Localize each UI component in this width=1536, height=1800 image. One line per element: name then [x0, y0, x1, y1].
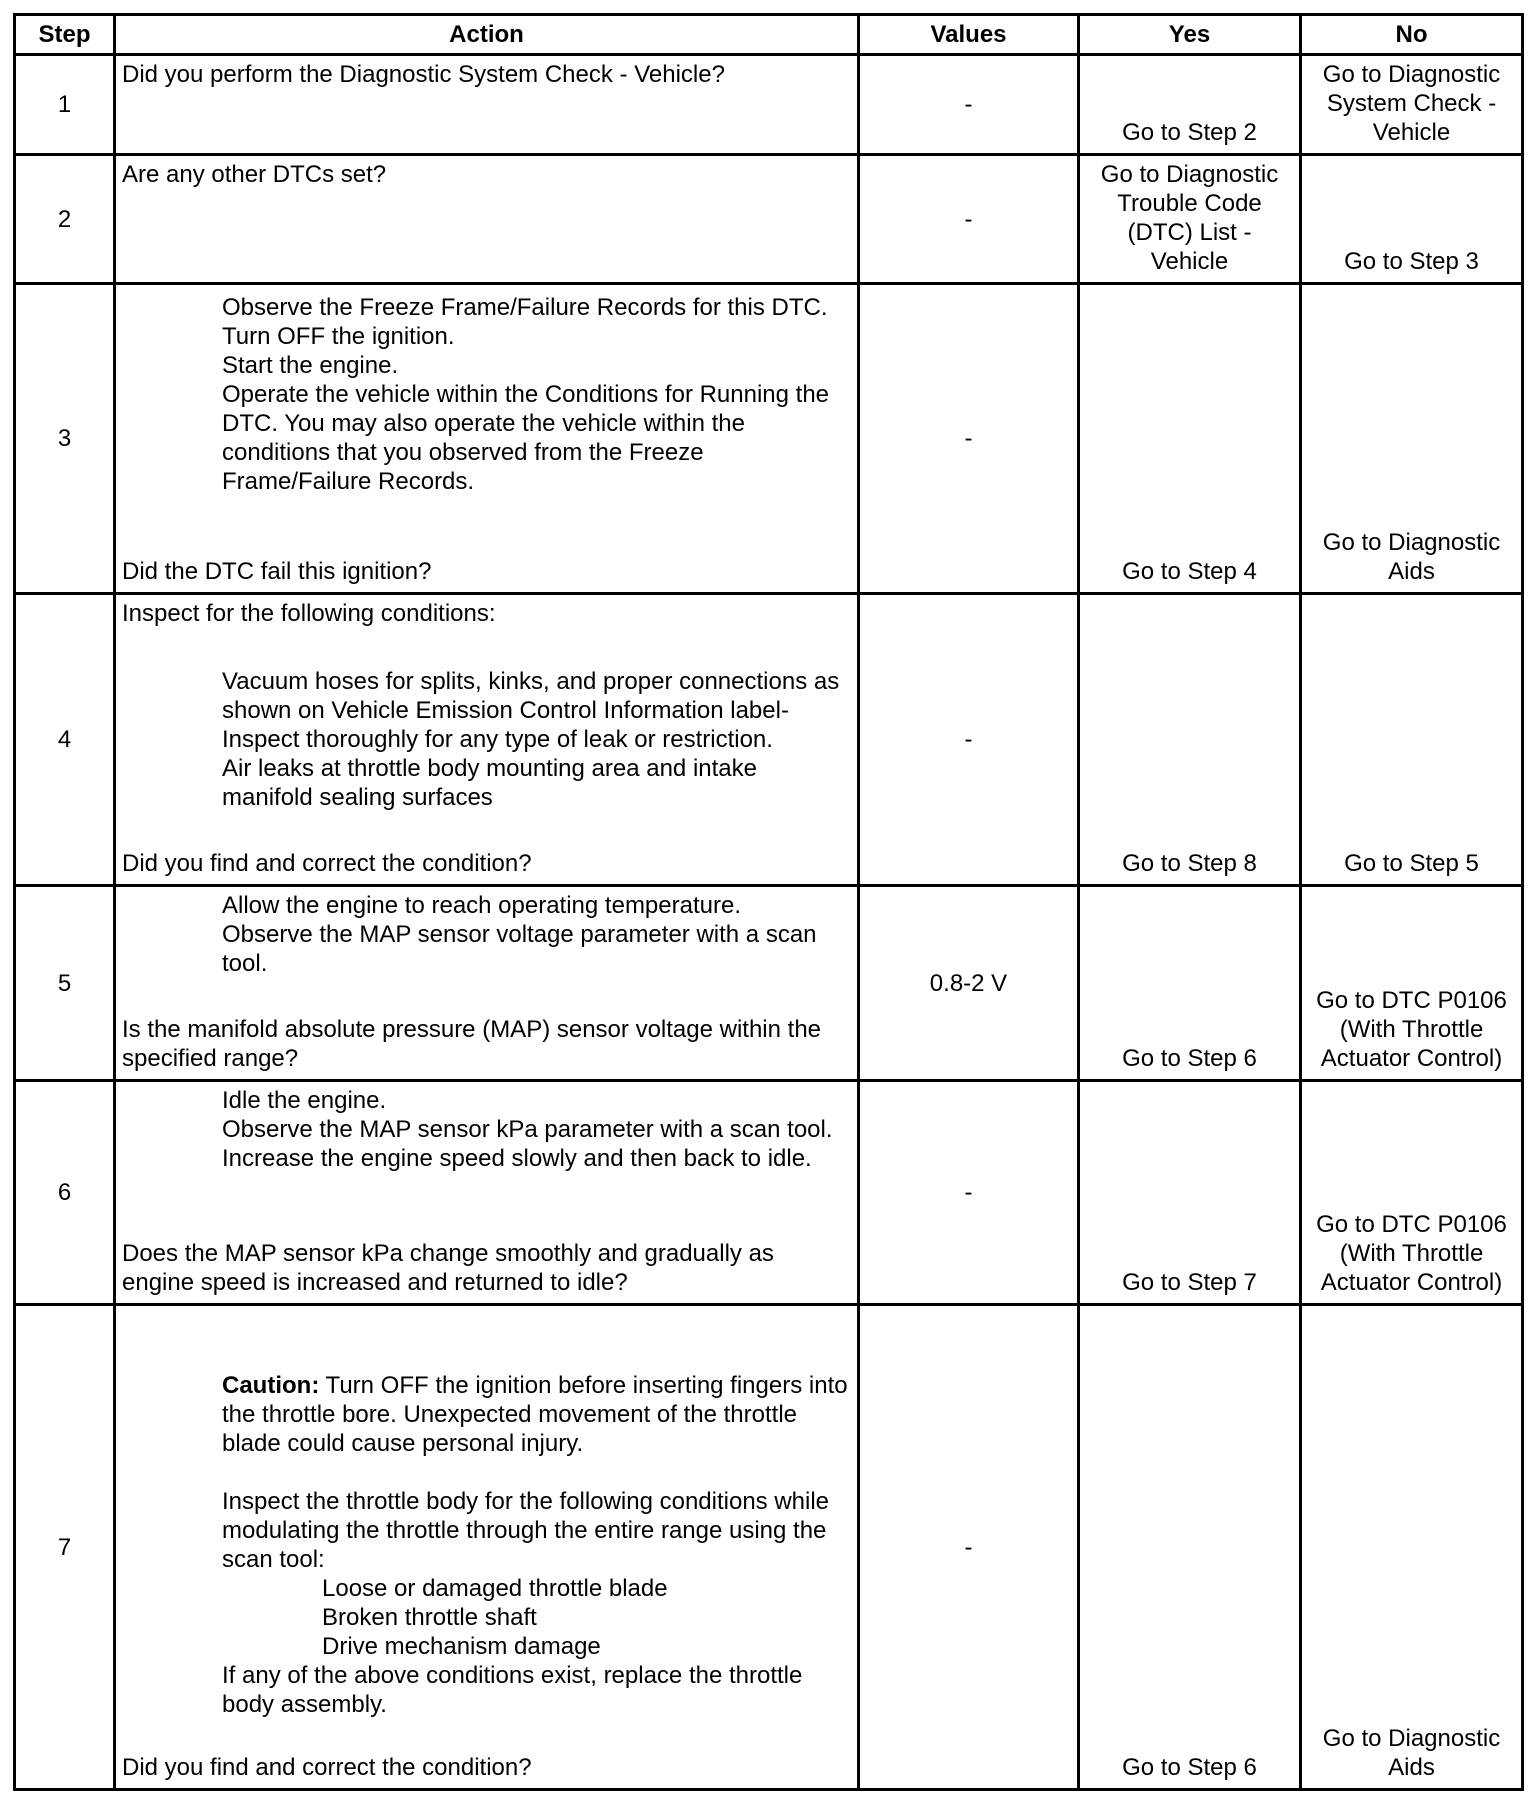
- inspect-subitem: Broken throttle shaft: [322, 1604, 537, 1631]
- action-item: Turn OFF the ignition.: [222, 323, 455, 350]
- action-question: Are any other DTCs set?: [122, 161, 387, 188]
- step-number: 5: [15, 886, 115, 1081]
- diagnostic-table: [13, 13, 1524, 1791]
- action-cell: [115, 284, 859, 594]
- values-cell: 0.8-2 V: [859, 886, 1079, 1081]
- caution-label: Caution:: [222, 1372, 320, 1399]
- header-no: No: [1301, 15, 1523, 55]
- table-row: [15, 886, 1523, 1081]
- table-row: [15, 55, 1523, 155]
- action-cell: [115, 886, 859, 1081]
- caution-text: Turn OFF the ignition before inserting fingers into the throttle bore. Unexpected movement of the throttle blade could cause personal injury.: [222, 1372, 848, 1457]
- values-cell: -: [859, 1081, 1079, 1305]
- action-item: Allow the engine to reach operating temperature.: [222, 892, 741, 919]
- yes-cell: Go to Step 6: [1079, 1305, 1301, 1790]
- step-number: 1: [15, 55, 115, 155]
- values-cell: -: [859, 55, 1079, 155]
- values-cell: -: [859, 594, 1079, 886]
- action-item: Operate the vehicle within the Conditions for Running the DTC. You may also operate the vehicle within the conditions that you observed from the Freeze Frame/Failure Records.: [222, 381, 830, 495]
- action-cell: [115, 55, 859, 155]
- header-action: Action: [115, 15, 859, 55]
- action-question: Is the manifold absolute pressure (MAP) sensor voltage within the specified range?: [122, 1016, 822, 1072]
- yes-cell: Go to Step 8: [1079, 594, 1301, 886]
- action-question: Did the DTC fail this ignition?: [122, 558, 432, 585]
- action-intro: Inspect for the following conditions:: [122, 600, 496, 627]
- step-number: 6: [15, 1081, 115, 1305]
- step-number: 4: [15, 594, 115, 886]
- table-row: [15, 155, 1523, 284]
- action-cell: [115, 155, 859, 284]
- replace-note: If any of the above conditions exist, replace the throttle body assembly.: [222, 1662, 803, 1718]
- yes-cell: Go to Step 7: [1079, 1081, 1301, 1305]
- action-item: Increase the engine speed slowly and then back to idle.: [222, 1145, 812, 1172]
- action-question: Did you perform the Diagnostic System Check - Vehicle?: [122, 61, 725, 88]
- yes-cell: Go to Diagnostic Trouble Code (DTC) List - Vehicle: [1079, 155, 1301, 284]
- values-cell: -: [859, 284, 1079, 594]
- action-item: Observe the MAP sensor kPa parameter with a scan tool.: [222, 1116, 833, 1143]
- yes-cell: Go to Step 4: [1079, 284, 1301, 594]
- yes-cell: Go to Step 2: [1079, 55, 1301, 155]
- inspect-subitem: Drive mechanism damage: [322, 1633, 601, 1660]
- action-cell: [115, 1081, 859, 1305]
- step-number: 7: [15, 1305, 115, 1790]
- no-cell: Go to Diagnostic System Check - Vehicle: [1301, 55, 1523, 155]
- header-values: Values: [859, 15, 1079, 55]
- table-row: [15, 284, 1523, 594]
- action-question: Does the MAP sensor kPa change smoothly and gradually as engine speed is increased and returned to idle?: [122, 1240, 774, 1296]
- action-item: Vacuum hoses for splits, kinks, and proper connections as shown on Vehicle Emission Control Information label-Inspect thoroughly for any type of leak or restriction.: [222, 668, 840, 753]
- table-row: [15, 594, 1523, 886]
- no-cell: Go to DTC P0106 (With Throttle Actuator Control): [1301, 886, 1523, 1081]
- header-row: [15, 15, 1523, 55]
- no-cell: Go to Step 5: [1301, 594, 1523, 886]
- no-cell: Go to Diagnostic Aids: [1301, 284, 1523, 594]
- action-item: Observe the Freeze Frame/Failure Records for this DTC.: [222, 294, 828, 321]
- table-row: [15, 1305, 1523, 1790]
- yes-cell: Go to Step 6: [1079, 886, 1301, 1081]
- action-item: Idle the engine.: [222, 1087, 387, 1114]
- no-cell: Go to DTC P0106 (With Throttle Actuator Control): [1301, 1081, 1523, 1305]
- action-item: Observe the MAP sensor voltage parameter with a scan tool.: [222, 921, 817, 977]
- header-step: Step: [15, 15, 115, 55]
- inspect-subitem: Loose or damaged throttle blade: [322, 1575, 668, 1602]
- no-cell: Go to Diagnostic Aids: [1301, 1305, 1523, 1790]
- step-number: 2: [15, 155, 115, 284]
- action-question: Did you find and correct the condition?: [122, 850, 532, 877]
- action-cell: [115, 1305, 859, 1790]
- action-item: Start the engine.: [222, 352, 399, 379]
- values-cell: -: [859, 1305, 1079, 1790]
- inspect-intro: Inspect the throttle body for the following conditions while modulating the throttle through the entire range using the scan tool:: [222, 1488, 830, 1573]
- action-item: Air leaks at throttle body mounting area and intake manifold sealing surfaces: [222, 755, 757, 811]
- step-number: 3: [15, 284, 115, 594]
- caution-note: [222, 1371, 851, 1458]
- values-cell: -: [859, 155, 1079, 284]
- action-question: Did you find and correct the condition?: [122, 1754, 532, 1781]
- no-cell: Go to Step 3: [1301, 155, 1523, 284]
- table-row: [15, 1081, 1523, 1305]
- action-cell: [115, 594, 859, 886]
- header-yes: Yes: [1079, 15, 1301, 55]
